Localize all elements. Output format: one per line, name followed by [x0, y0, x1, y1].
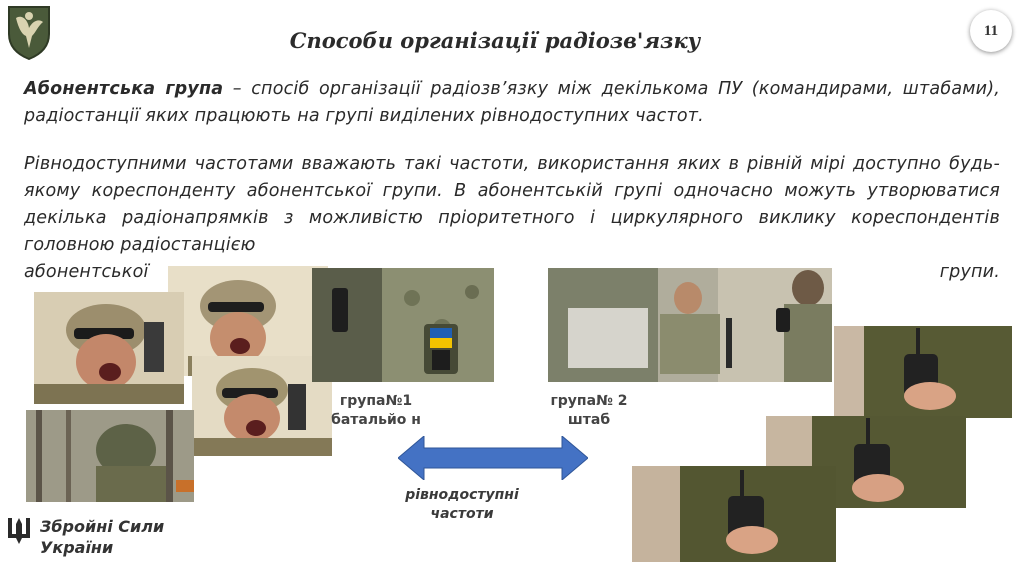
group1-label: група№1 батальйо н — [331, 393, 421, 428]
soldier-radio-patch-photo — [312, 268, 494, 382]
page-number-badge — [970, 10, 1012, 52]
footer-logo — [6, 516, 164, 558]
definition-term: Абонентська група — [24, 79, 224, 99]
explanation-text: Рівнодоступними частотами вважають такі частоти, використання яких в рівній мірі доступно будь-якому кореспонденту абонентської групи. В абонентській групі одночасно можуть утворюватися декілька радіонапрямків з можливістю пріоритетного і циркулярного виклику кореспондентів головною радіостанцією — [24, 154, 1000, 255]
walkie-talkie-photo-1 — [834, 326, 1012, 418]
footer-line2: України — [40, 538, 114, 557]
soldier-photo-3 — [192, 356, 332, 456]
slide-title: Способи організації радіозв'язку — [289, 28, 701, 53]
footer-line1: Збройні Сили — [40, 517, 165, 536]
headquarters-photo — [548, 268, 832, 382]
double-arrow-icon — [398, 436, 588, 480]
soldier-forest-photo — [26, 410, 194, 502]
explanation-last-left: абонентської — [24, 262, 149, 282]
soldier-photo-2 — [34, 292, 184, 404]
definition-paragraph — [24, 76, 1000, 130]
explanation-last-right: групи. — [939, 262, 1000, 282]
trident-icon — [6, 516, 32, 550]
walkie-talkie-photo-3 — [632, 466, 836, 562]
definition-text: – спосіб організації радіозв’язку між декількома ПУ (командирами, штабами), радіостанції яких працюють на групі виділених рівнодоступних частот. — [24, 79, 1001, 126]
frequencies-label: рівнодоступні частоти — [405, 487, 519, 522]
page-number: 11 — [983, 22, 999, 39]
group2-label: група№ 2 штаб — [550, 393, 628, 428]
